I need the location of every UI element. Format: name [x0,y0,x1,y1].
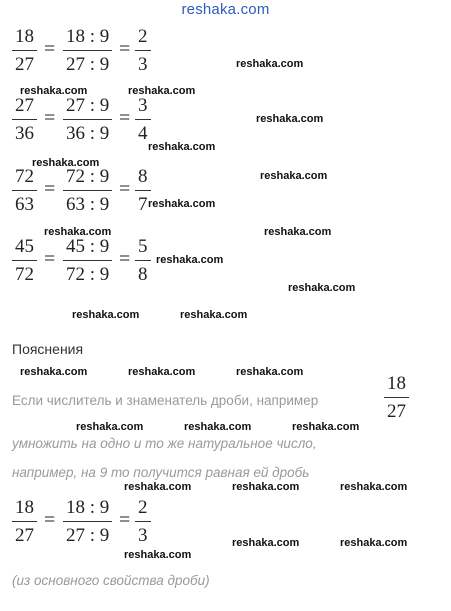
fraction-divided [63,167,112,215]
watermark: reshaka.com [76,421,144,433]
denominator: 7 [138,194,148,215]
fraction-27-36 [12,96,37,144]
denominator: 27 : 9 [66,54,110,75]
site-title[interactable]: reshaka.com [181,1,270,18]
denominator: 36 : 9 [66,123,110,144]
watermark: reshaka.com [156,254,224,266]
denominator: 8 [138,264,148,285]
example-fraction [384,374,409,422]
watermark: reshaka.com [128,366,196,378]
watermark: reshaka.com [20,366,88,378]
numerator: 45 [15,236,34,257]
fraction-18-27 [12,498,37,546]
equals-sign: = [119,248,131,270]
denominator: 3 [138,54,148,75]
watermark: reshaka.com [128,85,196,97]
fraction-45-72 [12,237,37,285]
watermark: reshaka.com [32,157,100,169]
watermark: reshaka.com [232,481,300,493]
watermark: reshaka.com [184,421,252,433]
fraction-divided [63,237,112,285]
fraction-result [135,237,151,285]
watermark: reshaka.com [236,58,304,70]
denominator: 63 [15,194,34,215]
equals-sign: = [44,178,56,200]
explanation-line-1: Если числитель и знаменатель дроби, например [12,393,319,408]
denominator: 27 [15,525,34,546]
equals-sign: = [119,178,131,200]
fraction-result [135,96,151,144]
fraction-result [135,27,151,75]
watermark: reshaka.com [232,537,300,549]
fraction-divided [63,27,112,75]
fraction-72-63 [12,167,37,215]
numerator: 8 [138,166,148,187]
watermark: reshaka.com [180,309,248,321]
numerator: 27 [15,95,34,116]
watermark: reshaka.com [124,481,192,493]
watermark: reshaka.com [292,421,360,433]
equals-sign: = [44,509,56,531]
numerator: 18 [15,497,34,518]
denominator: 27 [387,401,406,422]
denominator: 72 : 9 [66,264,110,285]
explanation-line-3: например, на 9 то получится равная ей дробь [12,465,310,480]
watermark: reshaka.com [256,113,324,125]
numerator: 5 [138,236,148,257]
equals-sign: = [44,248,56,270]
equals-sign: = [119,509,131,531]
watermark: reshaka.com [260,170,328,182]
equals-sign: = [44,107,56,129]
numerator: 45 : 9 [66,236,110,257]
equals-sign: = [119,107,131,129]
fraction-divided [63,96,112,144]
numerator: 18 : 9 [66,497,110,518]
denominator: 3 [138,525,148,546]
numerator: 72 [15,166,34,187]
watermark: reshaka.com [72,309,140,321]
explanation-line-2: умножить на одно и то же натуральное число, [12,436,317,451]
watermark: reshaka.com [148,198,216,210]
watermark: reshaka.com [124,549,192,561]
watermark: reshaka.com [236,366,304,378]
explanation-footer: (из основного свойства дроби) [12,573,210,588]
numerator: 2 [138,26,148,47]
watermark: reshaka.com [288,282,356,294]
numerator: 18 [15,26,34,47]
numerator: 2 [138,497,148,518]
watermark: reshaka.com [264,226,332,238]
explanation-heading: Пояснения [12,341,84,357]
denominator: 27 : 9 [66,525,110,546]
denominator: 27 [15,54,34,75]
watermark: reshaka.com [44,226,112,238]
watermark: reshaka.com [340,537,408,549]
numerator: 3 [138,95,148,116]
fraction-result [135,498,151,546]
denominator: 4 [138,123,148,144]
numerator: 27 : 9 [66,95,110,116]
numerator: 18 : 9 [66,26,110,47]
fraction-divided [63,498,112,546]
numerator: 72 : 9 [66,166,110,187]
watermark: reshaka.com [20,85,88,97]
denominator: 72 [15,264,34,285]
equals-sign: = [44,38,56,60]
denominator: 36 [15,123,34,144]
fraction-18-27 [12,27,37,75]
denominator: 63 : 9 [66,194,110,215]
watermark: reshaka.com [340,481,408,493]
numerator: 18 [387,373,406,394]
equals-sign: = [119,38,131,60]
watermark: reshaka.com [148,141,216,153]
